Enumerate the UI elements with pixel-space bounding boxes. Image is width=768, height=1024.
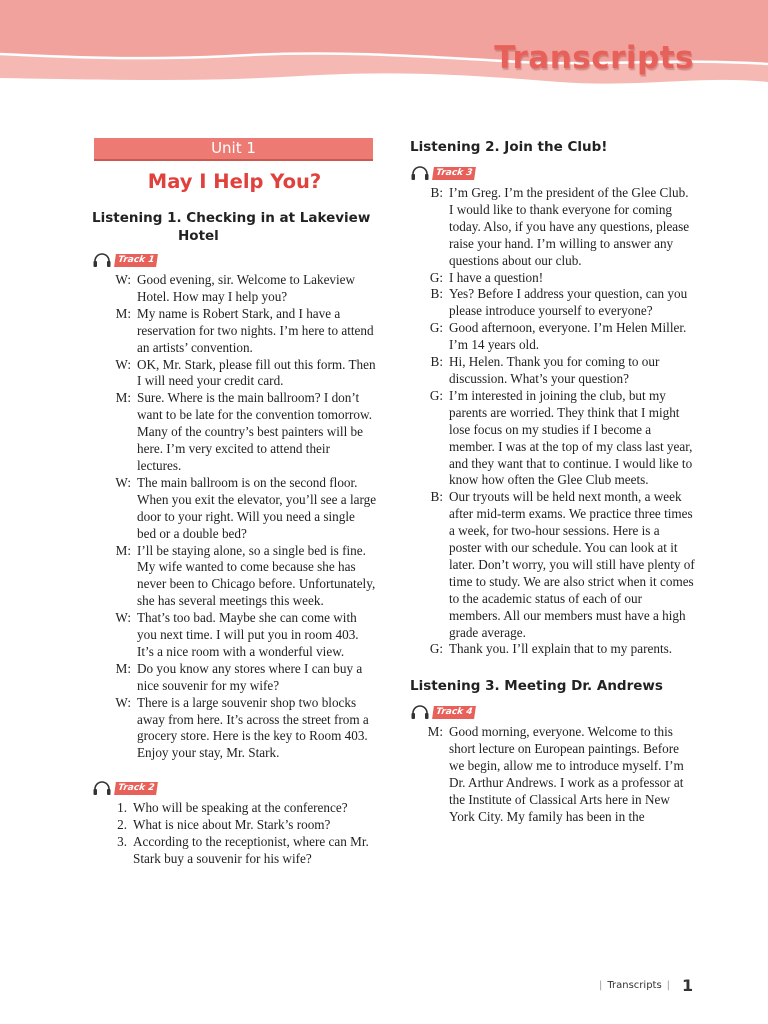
track-3-marker xyxy=(410,165,695,181)
dialogue-line xyxy=(92,661,377,695)
speaker-label: B: xyxy=(430,489,443,505)
dialogue-text: Yes? Before I address your question, can you please introduce yourself to everyone? xyxy=(449,286,688,319)
speaker-label: B: xyxy=(430,185,443,200)
dialogue-line xyxy=(92,695,377,763)
speaker-label: W: xyxy=(115,610,131,626)
dialogue-line xyxy=(410,320,695,354)
dialogue-text: Good afternoon, everyone. I’m Helen Miller. I’m 14 years old. xyxy=(449,320,687,353)
dialogue-text: That’s too bad. Maybe she can come with you next time. I will put you in room 403. It’s a nice room with a wonderful view. xyxy=(137,610,359,659)
track-2-questions xyxy=(92,800,377,868)
listening-2-dialogue xyxy=(410,185,695,658)
footer-divider: | xyxy=(666,980,671,991)
track-1-label: Track 1 xyxy=(114,254,158,267)
dialogue-line xyxy=(92,543,377,611)
headphones-icon xyxy=(410,704,430,720)
dialogue-line xyxy=(410,489,695,641)
listening-1-heading xyxy=(92,209,377,245)
dialogue-text: I have a question! xyxy=(449,269,544,285)
dialogue-text: Our tryouts will be held next month, a week after mid-term exams. We practice three times a week, for two-hour sessions. Here is a poster with our schedule. You can look at it later. Don’t worry, you will still have plenty of time to study. We are also strict when it comes to the academic status of each of our members. All our members must have a high grade average. xyxy=(449,489,695,640)
footer-divider: | xyxy=(599,980,603,991)
dialogue-text: Hi, Helen. Thank you for coming to our discussion. What’s your question? xyxy=(449,354,660,386)
right-column xyxy=(410,138,695,826)
listening-3-dialogue xyxy=(410,724,695,825)
speaker-label: W: xyxy=(115,272,131,287)
headphones-icon xyxy=(92,780,112,796)
speaker-label: M: xyxy=(115,542,131,558)
dialogue-text: Good morning, everyone. Welcome to this short lecture on European paintings. Before we begin, allow me to introduce myself. I’m Dr. Arthur Andrews. I work as a professor at the Institute of Classical Arts here in New York City. My family has been in the xyxy=(449,724,684,824)
page-number: 1 xyxy=(682,976,694,995)
dialogue-line xyxy=(410,270,695,287)
dialogue-line xyxy=(92,390,377,475)
dialogue-line xyxy=(410,286,695,320)
speaker-label: G: xyxy=(429,269,443,285)
dialogue-line xyxy=(92,475,377,543)
track-1-marker xyxy=(92,252,377,268)
speaker-label: B: xyxy=(430,354,443,370)
unit-label: Unit 1 xyxy=(94,138,373,161)
speaker-label: M: xyxy=(115,390,131,406)
listening-1-title-line2: Hotel xyxy=(178,228,219,244)
speaker-label: M: xyxy=(427,724,443,740)
track-4-marker xyxy=(410,704,695,720)
listening-2-heading: Listening 2. Join the Club! xyxy=(410,139,608,155)
speaker-label: W: xyxy=(115,356,131,372)
listening-1-dialogue xyxy=(92,272,377,762)
headphones-icon xyxy=(92,252,112,268)
dialogue-text: The main ballroom is on the second floor. When you exit the elevator, you’ll see a large door to your right. Will you need a single bed or a double bed? xyxy=(137,474,377,541)
unit-title: May I Help You? xyxy=(147,170,322,193)
track-4-label: Track 4 xyxy=(432,706,476,719)
question-text: What is nice about Mr. Stark’s room? xyxy=(133,817,331,833)
question-text: According to the receptionist, where can Mr. Stark buy a souvenir for his wife? xyxy=(133,834,369,866)
question-item xyxy=(92,800,377,817)
dialogue-text: I’m Greg. I’m the president of the Glee Club. I would like to thank everyone for coming today. Also, if you have any questions, please raise your hand. I’m willing to answer any questions about our club. xyxy=(449,185,690,268)
dialogue-text: Sure. Where is the main ballroom? I don’t want to be late for the convention tomorrow. Many of the country’s best painters will be here. I’m very excited to attend their lectures. xyxy=(137,390,372,473)
speaker-label: G: xyxy=(429,387,443,403)
track-2-label: Track 2 xyxy=(114,782,158,795)
speaker-label: B: xyxy=(430,286,443,302)
dialogue-text: OK, Mr. Stark, please fill out this form. Then I will need your credit card. xyxy=(137,356,376,389)
dialogue-line xyxy=(410,724,695,825)
dialogue-text: Thank you. I’ll explain that to my parents. xyxy=(449,641,673,657)
question-number: 2. xyxy=(117,817,127,833)
question-number: 1. xyxy=(117,800,127,816)
dialogue-line xyxy=(410,641,695,658)
question-item xyxy=(92,834,377,868)
dialogue-text: I’ll be staying alone, so a single bed is fine. My wife wanted to come because she has never been to Chicago before. Unfortunately, she has several meetings this week. xyxy=(137,542,376,609)
speaker-label: G: xyxy=(429,320,443,336)
question-number: 3. xyxy=(117,834,127,850)
dialogue-text: I’m interested in joining the club, but my parents are worried. They think that I might lose focus on my studies if I become a member. I was at the top of my class last year, and they want that to continue. I would like to know how often the Glee Club meets. xyxy=(449,387,693,488)
left-column xyxy=(92,138,377,868)
question-text: Who will be speaking at the conference? xyxy=(133,800,348,816)
listening-1-title-line1: Listening 1. Checking in at Lakeview xyxy=(92,210,371,226)
headphones-icon xyxy=(410,165,430,181)
dialogue-text: Good evening, sir. Welcome to Lakeview Hotel. How may I help you? xyxy=(137,272,356,304)
speaker-label: M: xyxy=(115,305,131,321)
track-3-label: Track 3 xyxy=(432,167,476,180)
dialogue-line xyxy=(410,185,695,270)
dialogue-text: My name is Robert Stark, and I have a reservation for two nights. I’m here to attend an artists’ convention. xyxy=(137,305,374,355)
track-2-marker xyxy=(92,780,377,796)
speaker-label: M: xyxy=(115,660,131,676)
page-title: Transcripts xyxy=(494,40,694,76)
question-item xyxy=(92,817,377,834)
dialogue-line xyxy=(92,272,377,306)
dialogue-line xyxy=(410,354,695,388)
dialogue-line xyxy=(92,610,377,661)
dialogue-line xyxy=(410,388,695,489)
footer-label: Transcripts xyxy=(607,980,662,991)
dialogue-text: Do you know any stores where I can buy a nice souvenir for my wife? xyxy=(137,660,363,693)
dialogue-line xyxy=(92,357,377,391)
speaker-label: G: xyxy=(429,641,443,657)
listening-3-heading: Listening 3. Meeting Dr. Andrews xyxy=(410,678,663,695)
dialogue-text: There is a large souvenir shop two blocks away from here. It’s across the street from a grocery store. Here is the key to Room 403. Enjoy your stay, Mr. Stark. xyxy=(137,694,369,761)
dialogue-line xyxy=(92,306,377,357)
speaker-label: W: xyxy=(115,694,131,710)
speaker-label: W: xyxy=(115,474,131,490)
page-footer xyxy=(594,976,693,995)
